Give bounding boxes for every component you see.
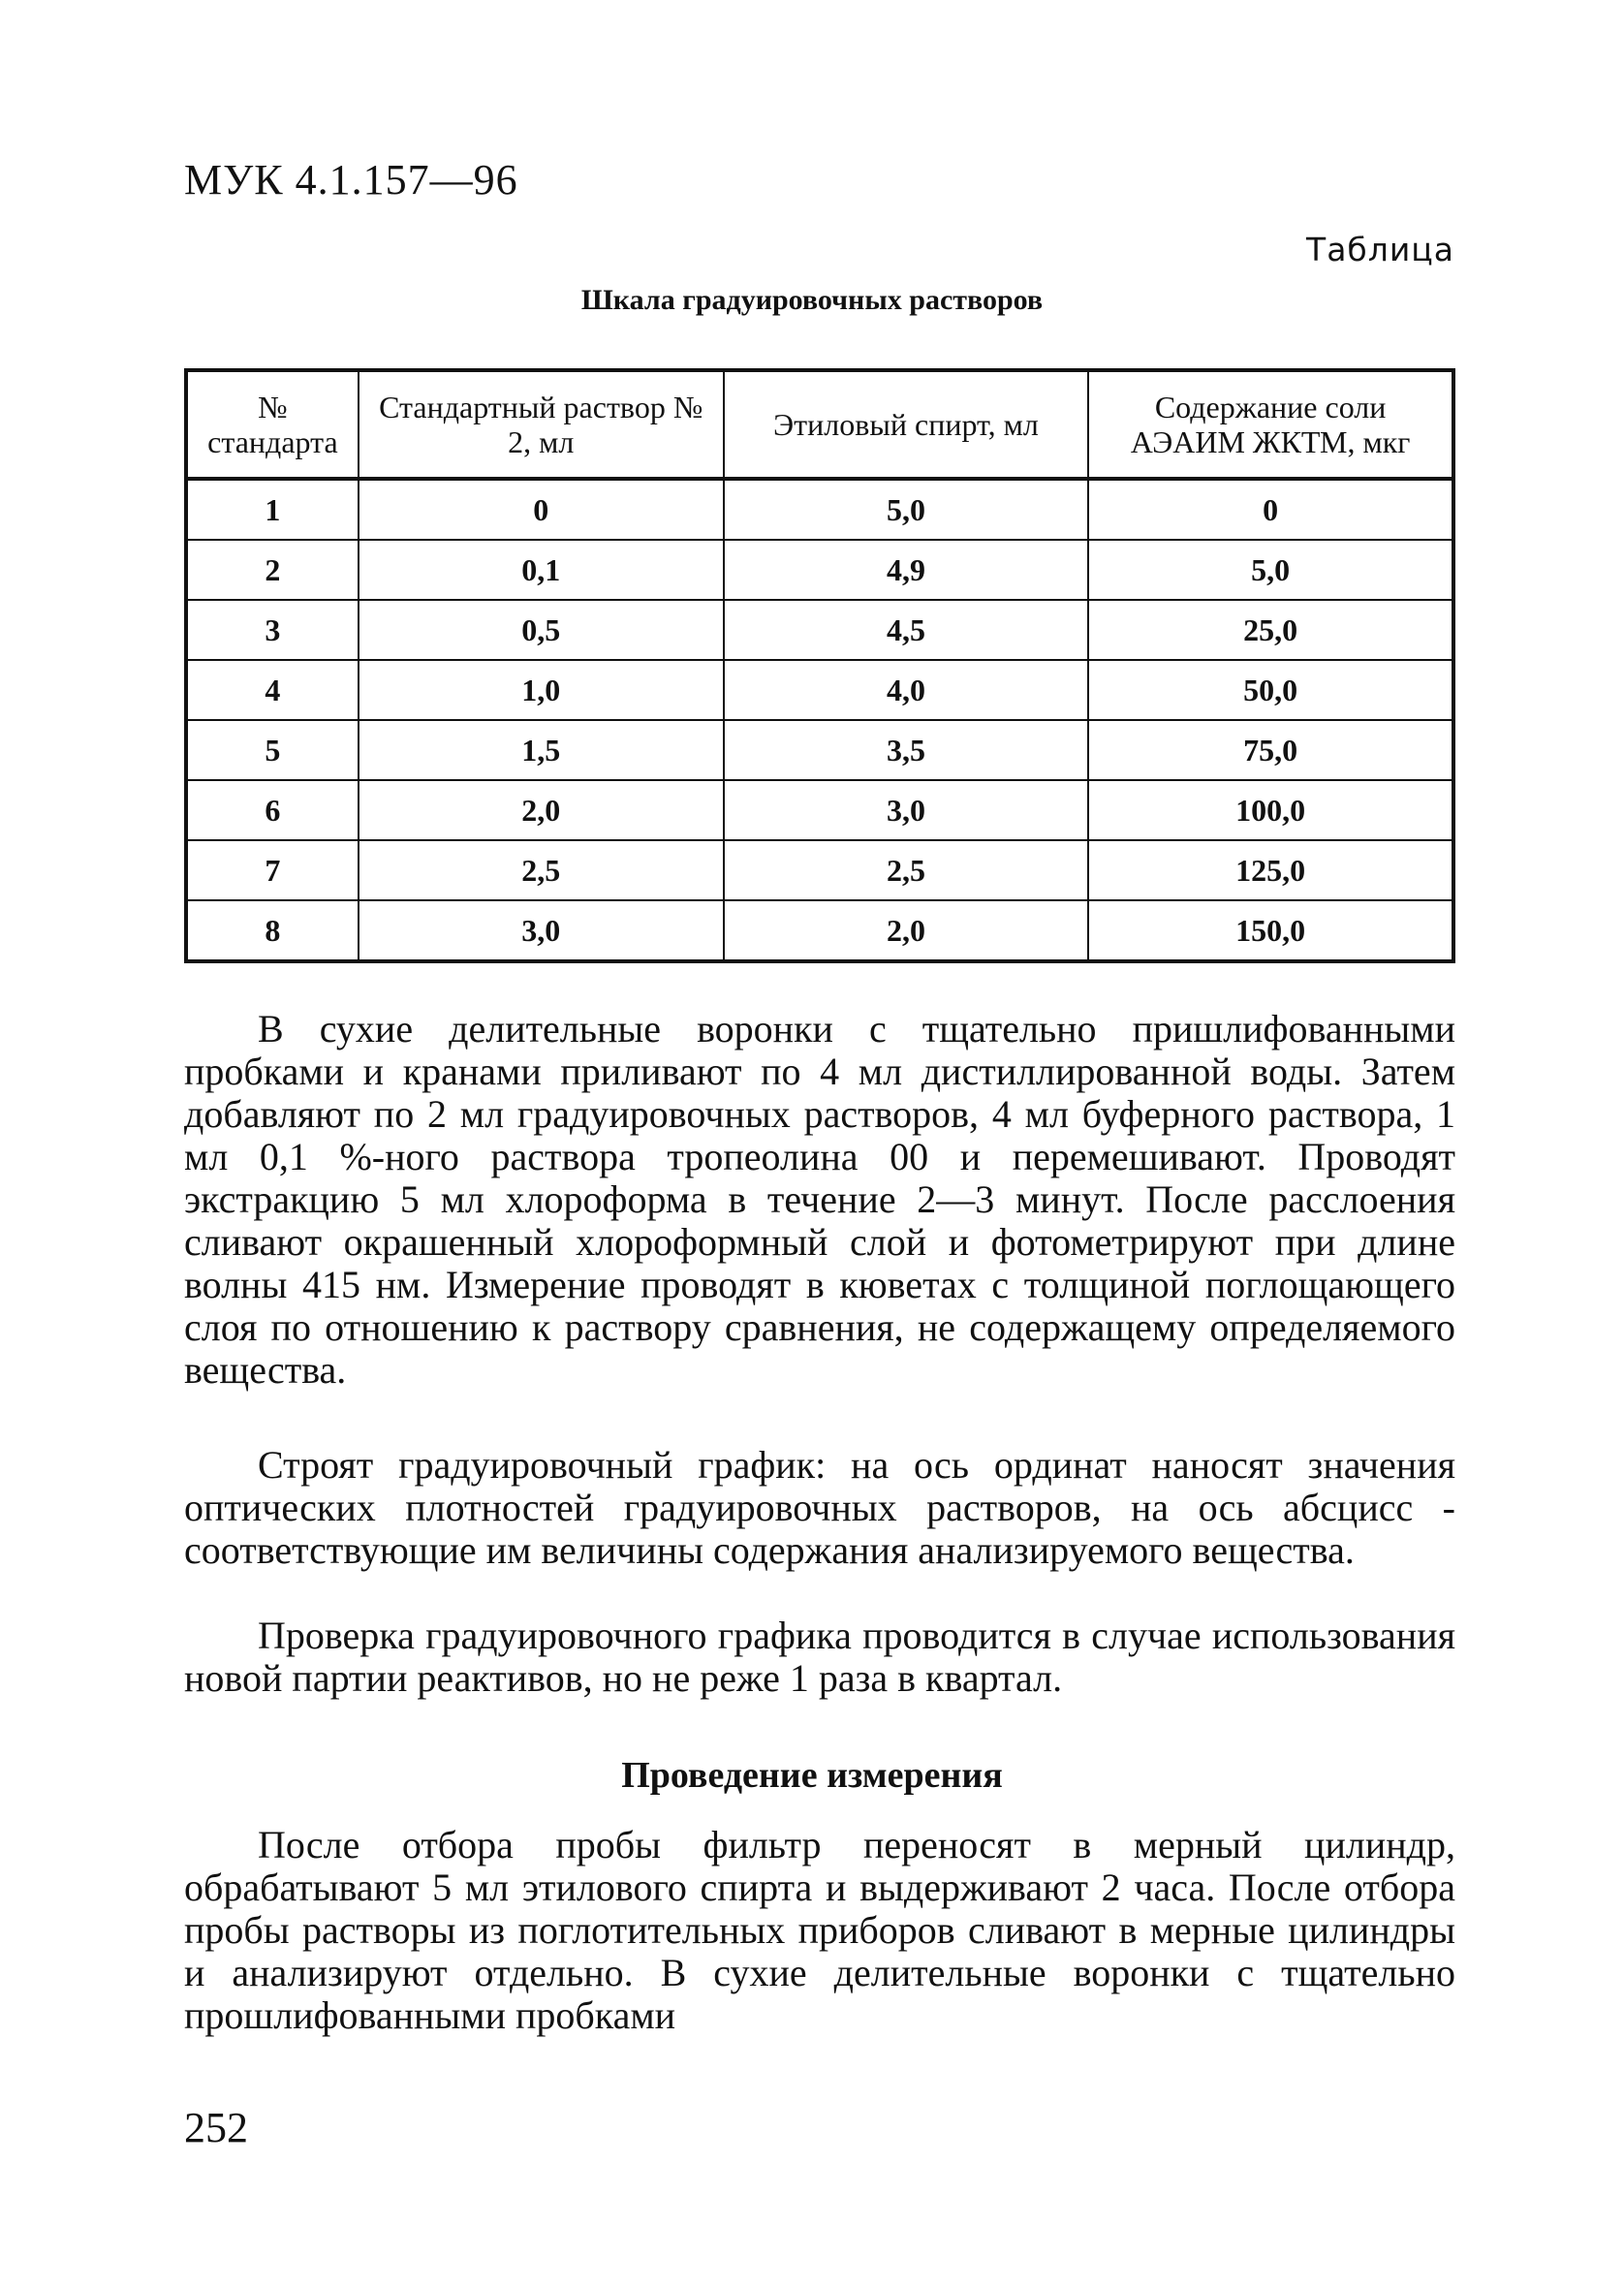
cell-standard-solution: 2,5 <box>359 840 724 900</box>
page-number: 252 <box>184 2104 248 2151</box>
cell-standard-number: 4 <box>186 660 359 720</box>
table-row <box>186 780 1453 840</box>
cell-salt-content: 25,0 <box>1088 600 1453 660</box>
cell-ethanol: 2,5 <box>724 840 1089 900</box>
cell-standard-solution: 0,1 <box>359 540 724 600</box>
cell-standard-solution: 0 <box>359 479 724 540</box>
cell-standard-number: 5 <box>186 720 359 780</box>
cell-standard-solution: 2,0 <box>359 780 724 840</box>
document-code: МУК 4.1.157—96 <box>184 156 518 204</box>
cell-standard-solution: 0,5 <box>359 600 724 660</box>
paragraph-calibration-graph <box>184 1444 1455 1580</box>
paragraph-procedure <box>184 1008 1455 1399</box>
table-title: Шкала градуировочных растворов <box>580 284 1044 316</box>
cell-standard-solution: 1,5 <box>359 720 724 780</box>
cell-salt-content: 0 <box>1088 479 1453 540</box>
cell-standard-number: 2 <box>186 540 359 600</box>
table-label: Таблица <box>1306 231 1454 268</box>
cell-standard-number: 1 <box>186 479 359 540</box>
cell-standard-solution: 1,0 <box>359 660 724 720</box>
cell-ethanol: 3,0 <box>724 780 1089 840</box>
section-heading: Проведение измерения <box>621 1755 1003 1796</box>
cell-ethanol: 4,5 <box>724 600 1089 660</box>
cell-salt-content: 125,0 <box>1088 840 1453 900</box>
table-row <box>186 720 1453 780</box>
cell-ethanol: 2,0 <box>724 900 1089 961</box>
cell-standard-number: 8 <box>186 900 359 961</box>
table-row <box>186 660 1453 720</box>
table-header-row <box>186 370 1453 479</box>
cell-ethanol: 4,0 <box>724 660 1089 720</box>
cell-standard-solution: 3,0 <box>359 900 724 961</box>
paragraph-text: В сухие делительные воронки с тщательно пришлифованными пробками и кранами приливают по 4 мл дистиллированной воды. Затем добавляют по 2 мл градуировочных растворов, 4 мл буферного раствора, 1 мл 0,1 %-ного раствора тропеолина 00 и перемешивают. Проводят экстракцию 5 мл хлороформа в течение 2—3 минут. После расслоения сливают окрашенный хлороформный слой и фотометрируют при длине волны 415 нм. Измерение проводят в кюветах с толщиной поглощающего слоя по отношению к раствору сравнения, не содержащему определяемого вещества. <box>184 1007 1455 1392</box>
cell-salt-content: 75,0 <box>1088 720 1453 780</box>
cell-ethanol: 3,5 <box>724 720 1089 780</box>
table-row <box>186 600 1453 660</box>
column-header-ethanol: Этиловый спирт, мл <box>724 370 1089 479</box>
cell-salt-content: 5,0 <box>1088 540 1453 600</box>
column-header-salt-content: Содержание соли АЭАИМ ЖКТМ, мкг <box>1088 370 1453 479</box>
cell-standard-number: 3 <box>186 600 359 660</box>
column-header-standard-number: № стандарта <box>186 370 359 479</box>
cell-salt-content: 100,0 <box>1088 780 1453 840</box>
cell-salt-content: 50,0 <box>1088 660 1453 720</box>
calibration-table <box>184 368 1455 963</box>
table-body <box>186 479 1453 961</box>
table-row <box>186 479 1453 540</box>
paragraph-text: Строят градуировочный график: на ось ординат наносят значения оптических плотностей градуировочных растворов, на ось абсцисс - соответствующие им величины содержания анализируемого вещества. <box>184 1443 1455 1572</box>
table-row <box>186 540 1453 600</box>
cell-standard-number: 6 <box>186 780 359 840</box>
cell-ethanol: 5,0 <box>724 479 1089 540</box>
cell-ethanol: 4,9 <box>724 540 1089 600</box>
paragraph-text: Проверка градуировочного графика проводится в случае использования новой партии реактивов, но не реже 1 раза в квартал. <box>184 1614 1455 1700</box>
table-row <box>186 900 1453 961</box>
paragraph-text: После отбора пробы фильтр переносят в мерный цилиндр, обрабатывают 5 мл этилового спирта и выдерживают 2 часа. После отбора пробы растворы из поглотительных приборов сливают в мерные цилиндры и анализируют отдельно. В сухие делительные воронки с тщательно прошлифованными пробками <box>184 1823 1455 2037</box>
paragraph-graph-check <box>184 1615 1455 1708</box>
paragraph-measurement <box>184 1824 1455 2045</box>
column-header-standard-solution: Стандартный раствор № 2, мл <box>359 370 724 479</box>
cell-salt-content: 150,0 <box>1088 900 1453 961</box>
table-row <box>186 840 1453 900</box>
cell-standard-number: 7 <box>186 840 359 900</box>
